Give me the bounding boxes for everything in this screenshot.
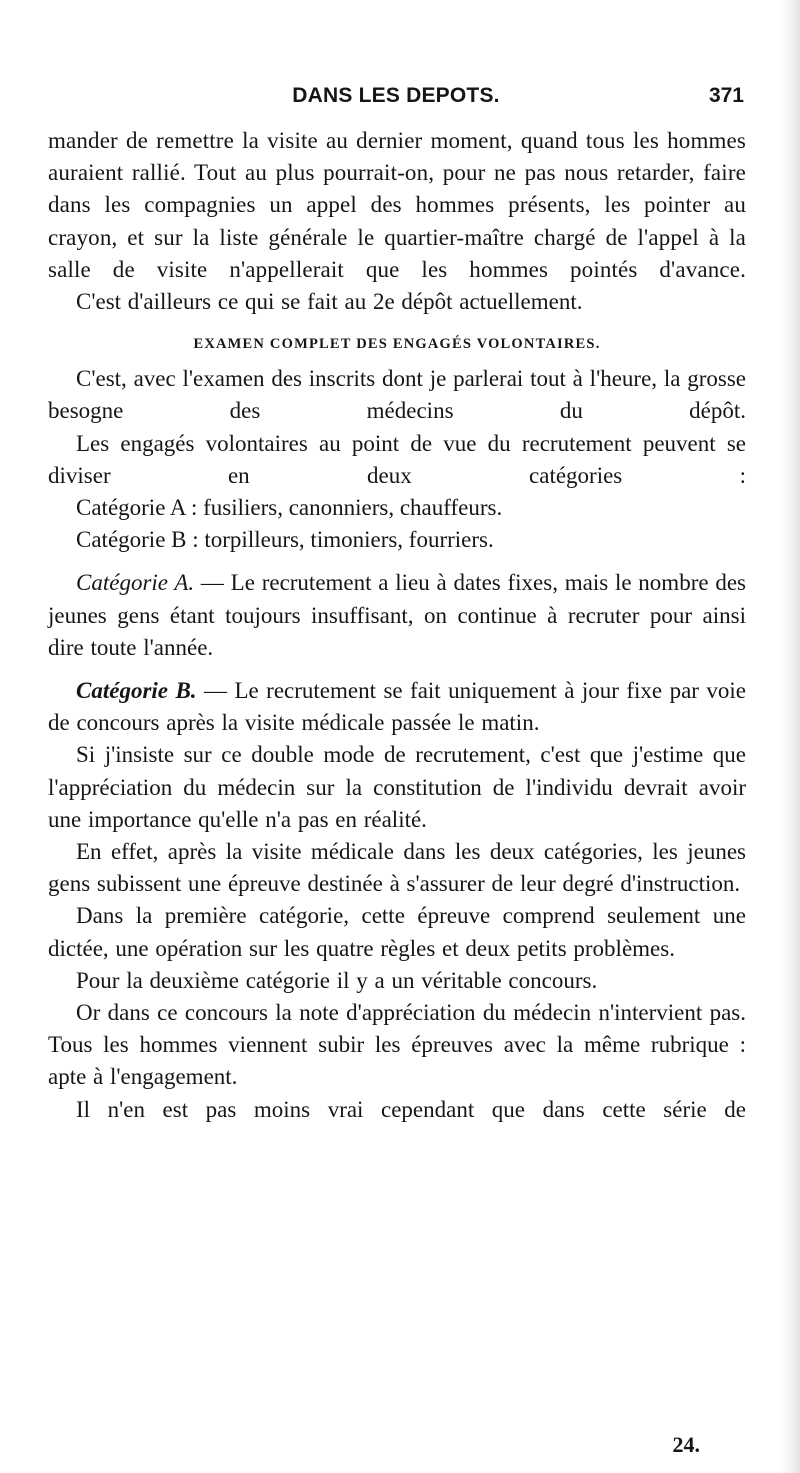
- paragraph-text: mander de remettre la visite au dernier moment, quand tous les hommes auraient rallié. Tout au plus pourrait-on, pour ne pas nous retarder, faire dans les compagnies un appel des hommes présents, les pointer au crayon, et sur la liste générale le quartier-maître chargé de l'appel à la salle de visite n'appellerait que les hommes pointés d'avance.: [48, 128, 746, 282]
- paragraph: [48, 428, 746, 492]
- page-number: 371: [708, 84, 744, 107]
- running-title: DANS LES DEPOTS.: [292, 84, 500, 107]
- page-body: [48, 125, 746, 1126]
- paragraph: [48, 965, 746, 997]
- paragraph-text: Dans la première catégorie, cette épreuve comprend seulement une dictée, une opération sur les quatre règles et deux petits problèmes.: [48, 903, 746, 961]
- paragraph-text: — Le recrutement se fait uniquement à jour fixe par voie de concours après la visite médicale passée le matin.: [48, 678, 746, 736]
- paragraph-text: Si j'insiste sur ce double mode de recrutement, c'est que j'estime que l'appréciation du médecin sur la constitution de l'individu devrait avoir une importance qu'elle n'a pas en réalité.: [48, 742, 746, 832]
- paragraph-continuation: [48, 125, 746, 286]
- paragraph-text: Or dans ce concours la note d'appréciation du médecin n'intervient pas. Tous les hommes viennent subir les épreuves avec la même rubrique : apte à l'engagement.: [48, 1000, 746, 1090]
- paragraph: [48, 836, 746, 900]
- paragraph-category-b: [48, 675, 746, 739]
- paragraph-text: En effet, après la visite médicale dans les deux catégories, les jeunes gens subissent une épreuve destinée à s'assurer de leur degré d'instruction.: [48, 839, 746, 897]
- paragraph: [48, 286, 746, 318]
- paragraph-text: Les engagés volontaires au point de vue du recrutement peuvent se diviser en deux catégories :: [48, 430, 746, 488]
- section-heading: EXAMEN COMPLET DES ENGAGÉS VOLONTAIRES.: [193, 336, 601, 353]
- paragraph-text: C'est, avec l'examen des inscrits dont je parlerai tout à l'heure, la grosse besogne des médecins du dépôt.: [48, 366, 746, 424]
- page-edge-shadow: [778, 0, 800, 1473]
- paragraph-continues: [48, 1094, 746, 1126]
- paragraph-category-a: [48, 567, 746, 664]
- signature-mark: 24.: [672, 1432, 700, 1457]
- paragraph: [48, 900, 746, 964]
- category-a-line: Catégorie A : fusiliers, canonniers, chauffeurs.: [76, 495, 503, 521]
- paragraph: [48, 997, 746, 1094]
- paragraph-text: Il n'en est pas moins vrai cependant que dans cette série de: [76, 1096, 746, 1122]
- category-a-label: Catégorie A.: [76, 570, 195, 596]
- paragraph-text: — Le recrutement a lieu à dates fixes, mais le nombre des jeunes gens étant toujours insuffisant, on continue à recruter pour ainsi dire toute l'année.: [48, 570, 746, 660]
- paragraph-text: C'est d'ailleurs ce qui se fait au 2e dépôt actuellement.: [76, 289, 583, 315]
- paragraph: [48, 363, 746, 427]
- paragraph-text: Pour la deuxième catégorie il y a un véritable concours.: [76, 967, 598, 993]
- paragraph: [48, 739, 746, 836]
- running-header: [48, 84, 744, 118]
- category-b-line: Catégorie B : torpilleurs, timoniers, fourriers.: [76, 527, 494, 553]
- category-b-label: Catégorie B.: [76, 678, 197, 704]
